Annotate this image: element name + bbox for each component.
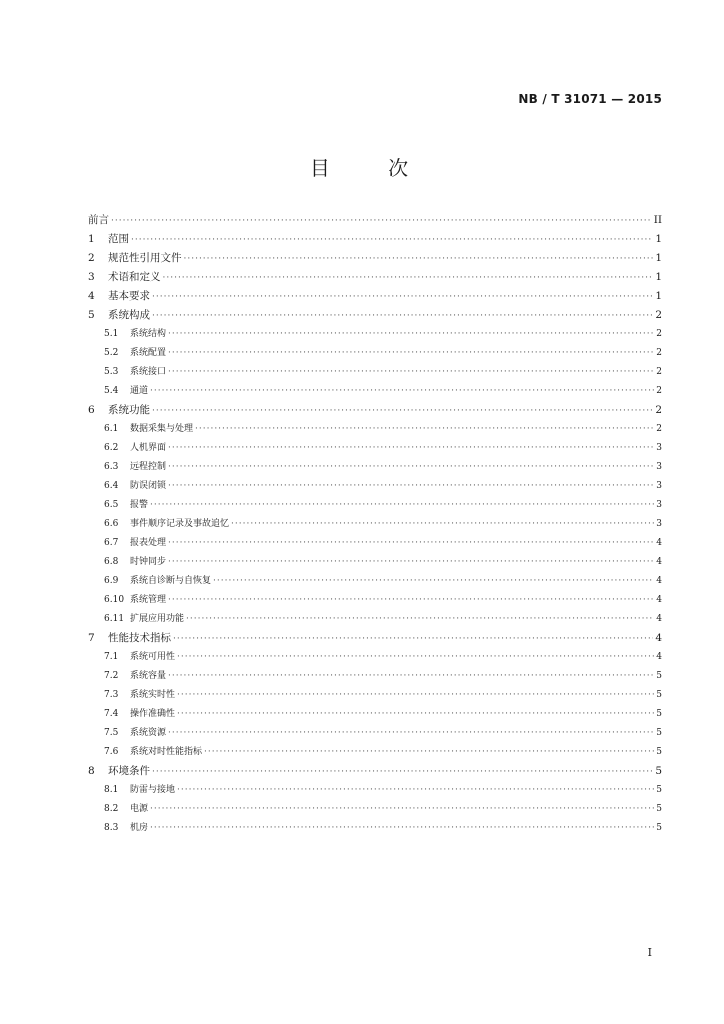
- toc-entry-number: 6.2: [104, 443, 119, 453]
- dot-leader: [195, 424, 654, 434]
- toc-entry-page: 5: [656, 728, 662, 738]
- dot-leader: [177, 785, 654, 795]
- dot-leader: [184, 254, 654, 264]
- toc-entry-number: 4: [88, 290, 95, 302]
- toc-entry-page: 2: [655, 404, 662, 416]
- dot-leader: [168, 671, 654, 681]
- toc-entry-page: 4: [656, 576, 662, 586]
- dot-leader: [177, 690, 654, 700]
- toc-entry-number: 8: [88, 765, 95, 777]
- toc-entry[interactable]: [88, 364, 662, 383]
- toc-entry-number: 7.3: [104, 690, 119, 700]
- toc-entry-label: 系统构成: [108, 309, 150, 321]
- page-number: I: [647, 946, 652, 959]
- dot-leader: [168, 538, 654, 548]
- toc-entry-number: 6.4: [104, 481, 119, 491]
- dot-leader: [168, 348, 654, 358]
- toc-entry[interactable]: [88, 668, 662, 687]
- toc-entry-label: 电源: [130, 804, 149, 814]
- toc-entry-label: 防误闭锁: [130, 481, 167, 491]
- toc-entry-label: 防雷与接地: [130, 785, 176, 795]
- toc-entry-page: 4: [656, 652, 662, 662]
- toc-entry[interactable]: [88, 649, 662, 668]
- toc-entry-number: 8.3: [104, 823, 119, 833]
- toc-entry-label: 操作准确性: [130, 709, 176, 719]
- toc-entry-label: 系统容量: [130, 671, 167, 681]
- toc-entry-label: 系统功能: [108, 404, 150, 416]
- dot-leader: [152, 406, 653, 416]
- toc-entry-number: 6.7: [104, 538, 119, 548]
- toc-entry[interactable]: [88, 250, 662, 269]
- toc-entry[interactable]: [88, 782, 662, 801]
- toc-entry-label: 系统配置: [130, 348, 167, 358]
- toc-entry-label: 环境条件: [108, 765, 150, 777]
- toc-entry-label: 范围: [108, 233, 129, 245]
- toc-entry[interactable]: [88, 459, 662, 478]
- toc-entry-label: 系统对时性能指标: [130, 747, 203, 757]
- dot-leader: [152, 311, 653, 321]
- dot-leader: [231, 519, 654, 529]
- dot-leader: [150, 823, 654, 833]
- toc-entry-page: 5: [656, 690, 662, 700]
- dot-leader: [152, 292, 653, 302]
- toc-entry-page: 5: [656, 804, 662, 814]
- toc-entry-label: 报表处理: [130, 538, 167, 548]
- dot-leader: [168, 595, 654, 605]
- toc-entry-label: 系统结构: [130, 329, 167, 339]
- toc-entry-label: 系统可用性: [130, 652, 176, 662]
- toc-entry[interactable]: [88, 212, 662, 231]
- toc-entry[interactable]: [88, 478, 662, 497]
- dot-leader: [111, 216, 652, 226]
- dot-leader: [150, 500, 654, 510]
- toc-entry-page: 4: [656, 614, 662, 624]
- dot-leader: [163, 273, 654, 283]
- dot-leader: [168, 329, 654, 339]
- dot-leader: [213, 576, 654, 586]
- toc-entry-page: 5: [656, 747, 662, 757]
- dot-leader: [150, 804, 654, 814]
- toc-entry-page: 2: [656, 386, 662, 396]
- toc-entry[interactable]: [88, 345, 662, 364]
- dot-leader: [152, 767, 653, 777]
- toc-entry[interactable]: [88, 611, 662, 630]
- toc-entry[interactable]: [88, 725, 662, 744]
- toc-entry-label: 扩展应用功能: [130, 614, 185, 624]
- dot-leader: [168, 367, 654, 377]
- toc-entry-number: 6.3: [104, 462, 119, 472]
- toc-entry-page: 3: [656, 443, 662, 453]
- toc-entry-label: 系统管理: [130, 595, 167, 605]
- toc-entry-label: 通道: [130, 386, 149, 396]
- toc-entry[interactable]: [88, 402, 662, 421]
- dot-leader: [168, 728, 654, 738]
- toc-entry-page: 2: [656, 424, 662, 434]
- toc-entry[interactable]: [88, 307, 662, 326]
- toc-entry-label: 术语和定义: [108, 271, 161, 283]
- dot-leader: [168, 462, 654, 472]
- toc-entry-page: 5: [656, 671, 662, 681]
- toc-entry-number: 6: [88, 404, 95, 416]
- toc-entry-page: 2: [655, 309, 662, 321]
- toc-entry-number: 6.10: [104, 595, 125, 605]
- toc-entry-page: 5: [656, 823, 662, 833]
- toc-title: 目 次: [309, 156, 435, 180]
- toc-entry-number: 7.5: [104, 728, 119, 738]
- toc-entry-number: 5.4: [104, 386, 119, 396]
- dot-leader: [131, 235, 653, 245]
- toc-entry-page: 5: [656, 785, 662, 795]
- toc-entry-number: 6.6: [104, 519, 119, 529]
- toc-entry-number: 5.3: [104, 367, 119, 377]
- toc-entry-number: 7.4: [104, 709, 119, 719]
- toc-entry-label: 人机界面: [130, 443, 167, 453]
- toc-entry[interactable]: [88, 497, 662, 516]
- dot-leader: [177, 709, 654, 719]
- toc-entry-number: 3: [88, 271, 95, 283]
- toc-entry[interactable]: [88, 820, 662, 839]
- toc-entry-page: 2: [656, 367, 662, 377]
- toc-entry-page: 1: [655, 252, 662, 264]
- dot-leader: [150, 386, 654, 396]
- toc-entry[interactable]: [88, 592, 662, 611]
- toc-entry-label: 机房: [130, 823, 149, 833]
- toc-entry-number: 7.6: [104, 747, 119, 757]
- toc-entry-page: 3: [656, 500, 662, 510]
- toc-entry-number: 5: [88, 309, 95, 321]
- toc-entry[interactable]: [88, 269, 662, 288]
- toc-entry[interactable]: [88, 763, 662, 782]
- toc-entry[interactable]: [88, 288, 662, 307]
- toc-entry[interactable]: [88, 630, 662, 649]
- toc-entry[interactable]: [88, 326, 662, 345]
- toc-entry-page: 4: [655, 632, 662, 644]
- toc-entry[interactable]: [88, 421, 662, 440]
- toc-entry-label: 事件顺序记录及事故追忆: [130, 519, 230, 529]
- toc-entry-number: 8.1: [104, 785, 119, 795]
- toc-entry-label: 规范性引用文件: [108, 252, 182, 264]
- toc-entry-page: 5: [656, 709, 662, 719]
- dot-leader: [168, 443, 654, 453]
- toc-entry-page: II: [653, 214, 662, 226]
- toc-entry-label: 报警: [130, 500, 149, 510]
- dot-leader: [173, 634, 653, 644]
- dot-leader: [168, 557, 654, 567]
- toc-entry[interactable]: [88, 535, 662, 554]
- toc-entry-page: 3: [656, 519, 662, 529]
- toc-entry-label: 系统资源: [130, 728, 167, 738]
- toc-entry-page: 2: [656, 329, 662, 339]
- toc-entry-label: 性能技术指标: [108, 632, 171, 644]
- toc-entry-label: 数据采集与处理: [130, 424, 194, 434]
- toc-entry-number: 6.5: [104, 500, 119, 510]
- table-of-contents: [88, 212, 662, 839]
- dot-leader: [204, 747, 654, 757]
- toc-entry-page: 5: [655, 765, 662, 777]
- toc-entry-number: 6.9: [104, 576, 119, 586]
- toc-entry-number: 7.2: [104, 671, 119, 681]
- toc-entry[interactable]: [88, 573, 662, 592]
- toc-entry-page: 4: [656, 595, 662, 605]
- toc-entry-page: 1: [655, 290, 662, 302]
- toc-entry-label: 远程控制: [130, 462, 167, 472]
- toc-entry[interactable]: [88, 383, 662, 402]
- toc-entry-label: 系统实时性: [130, 690, 176, 700]
- toc-entry-number: 1: [88, 233, 95, 245]
- dot-leader: [177, 652, 654, 662]
- toc-entry-number: 6.11: [104, 614, 125, 624]
- toc-entry-number: 6.1: [104, 424, 119, 434]
- toc-entry-number: 6.8: [104, 557, 119, 567]
- toc-entry-page: 3: [656, 462, 662, 472]
- toc-entry-label: 前言: [88, 214, 109, 226]
- toc-entry-number: 5.1: [104, 329, 119, 339]
- toc-entry-label: 系统接口: [130, 367, 167, 377]
- toc-entry-number: 7.1: [104, 652, 119, 662]
- toc-entry[interactable]: [88, 231, 662, 250]
- toc-entry[interactable]: [88, 706, 662, 725]
- toc-entry-number: 7: [88, 632, 95, 644]
- toc-entry-page: 1: [655, 233, 662, 245]
- toc-entry-label: 基本要求: [108, 290, 150, 302]
- standard-code: NB / T 31071 — 2015: [518, 92, 662, 106]
- toc-entry-label: 时钟同步: [130, 557, 167, 567]
- toc-entry-page: 1: [655, 271, 662, 283]
- dot-leader: [168, 481, 654, 491]
- toc-entry[interactable]: [88, 744, 662, 763]
- toc-entry-page: 4: [656, 557, 662, 567]
- toc-entry[interactable]: [88, 440, 662, 459]
- toc-entry-page: 2: [656, 348, 662, 358]
- toc-entry-label: 系统自诊断与自恢复: [130, 576, 212, 586]
- toc-entry-number: 2: [88, 252, 95, 264]
- toc-entry[interactable]: [88, 554, 662, 573]
- toc-entry[interactable]: [88, 801, 662, 820]
- toc-entry-number: 8.2: [104, 804, 119, 814]
- toc-entry-number: 5.2: [104, 348, 119, 358]
- dot-leader: [186, 614, 654, 624]
- toc-entry[interactable]: [88, 687, 662, 706]
- toc-entry[interactable]: [88, 516, 662, 535]
- toc-entry-page: 4: [656, 538, 662, 548]
- toc-entry-page: 3: [656, 481, 662, 491]
